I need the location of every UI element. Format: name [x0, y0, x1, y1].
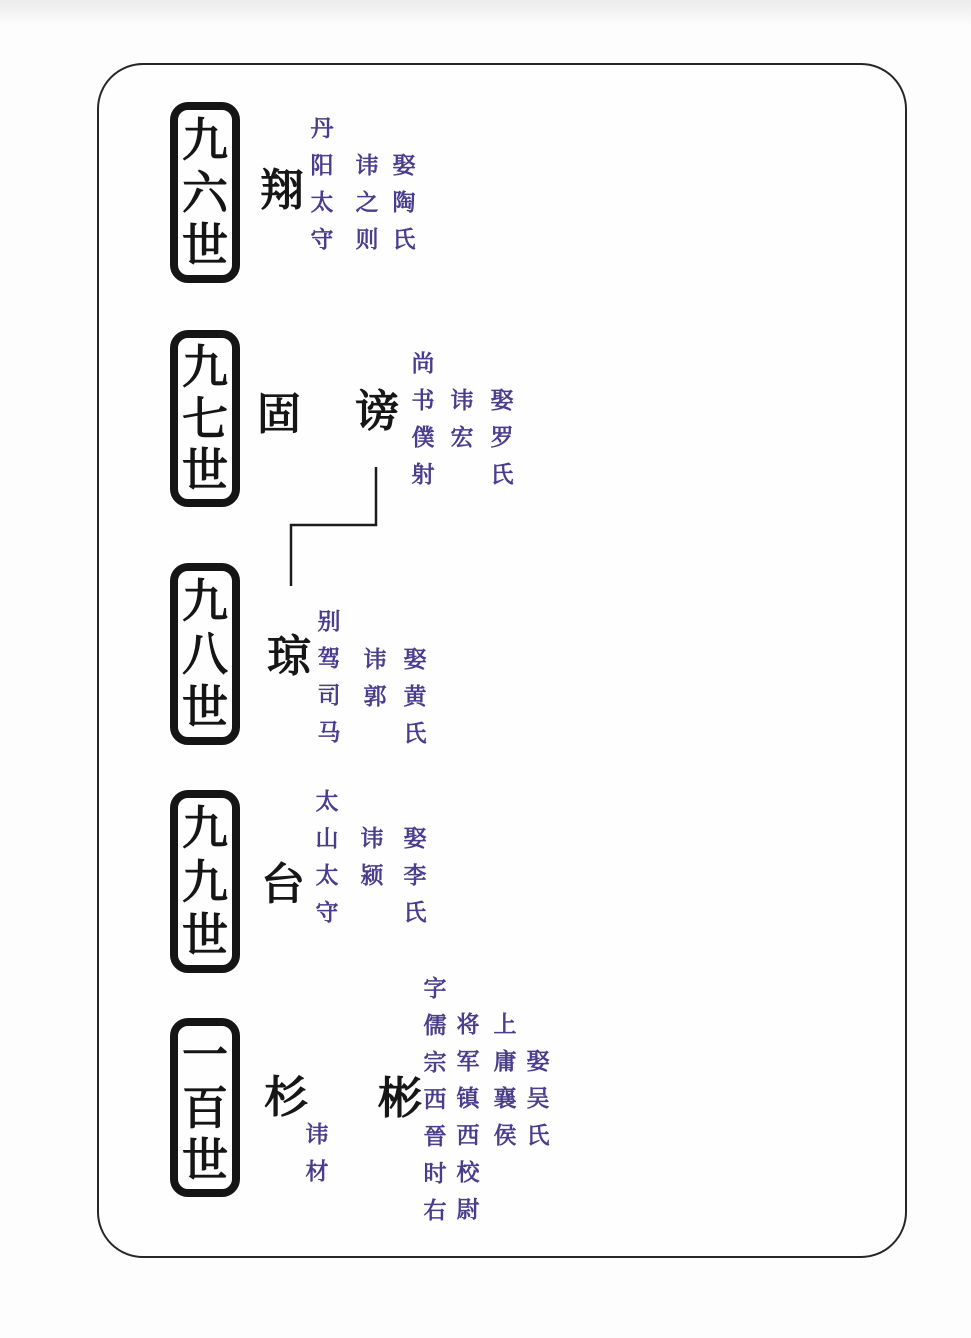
annotation-char: 太 [315, 788, 339, 814]
annotation-char: 书 [411, 387, 435, 413]
annotation-char: 讳 [363, 646, 387, 672]
annotation-char: 氏 [526, 1122, 550, 1148]
annotation-char: 军 [456, 1048, 480, 1074]
annotation-char: 丹 [310, 115, 334, 141]
annotation-char: 陶 [392, 189, 416, 215]
generation-label-box [170, 1018, 240, 1197]
annotation-column [314, 603, 344, 751]
annotation-column [400, 820, 430, 931]
generation-label-box [170, 563, 240, 745]
generation-label-box [170, 790, 240, 973]
annotation-char: 宏 [450, 424, 474, 450]
annotation-char: 儒 [423, 1012, 447, 1038]
annotation-char: 射 [411, 461, 435, 487]
annotation-char: 氏 [403, 899, 427, 925]
generation-label-box [170, 330, 240, 507]
annotation-column [400, 641, 430, 752]
generation-label-char: 世 [182, 444, 228, 497]
annotation-char: 校 [456, 1159, 480, 1185]
annotation-char: 娶 [403, 646, 427, 672]
annotation-char: 侯 [493, 1122, 517, 1148]
annotation-char: 右 [423, 1197, 447, 1223]
annotation-char: 罗 [490, 424, 514, 450]
annotation-char: 尉 [456, 1196, 480, 1222]
annotation-char: 李 [403, 862, 427, 888]
annotation-char: 讳 [305, 1121, 329, 1147]
annotation-char: 郭 [363, 683, 387, 709]
generation-label-char: 九 [182, 575, 228, 627]
annotation-char: 娶 [526, 1048, 550, 1074]
annotation-column [453, 1006, 483, 1228]
person-name: 固 [257, 390, 301, 439]
annotation-char: 时 [423, 1160, 447, 1186]
annotation-char: 宗 [423, 1049, 447, 1075]
annotation-column [360, 641, 390, 715]
annotation-column [357, 820, 387, 894]
annotation-char: 讳 [360, 825, 384, 851]
annotation-char: 上 [493, 1011, 517, 1037]
annotation-char: 守 [310, 226, 334, 252]
generation-label-char: 世 [182, 908, 228, 961]
annotation-column [447, 382, 477, 456]
annotation-char: 驾 [317, 645, 341, 671]
generation-label-char: 九 [182, 340, 228, 393]
annotation-char: 将 [456, 1011, 480, 1037]
annotation-column [302, 1116, 332, 1190]
annotation-char: 材 [305, 1158, 329, 1184]
person-name: 翔 [260, 166, 304, 215]
annotation-char: 太 [315, 862, 339, 888]
annotation-char: 字 [423, 975, 447, 1001]
annotation-char: 僕 [411, 424, 435, 450]
annotation-column [523, 1043, 553, 1154]
person-name: 台 [261, 860, 305, 909]
annotation-char: 镇 [456, 1085, 480, 1111]
generation-label-char: 一 [182, 1029, 228, 1082]
annotation-char: 则 [355, 226, 379, 252]
generation-label-char: 九 [182, 855, 228, 908]
annotation-char: 马 [317, 719, 341, 745]
annotation-char: 之 [355, 189, 379, 215]
person-name: 杉 [264, 1073, 308, 1122]
annotation-char: 吴 [526, 1085, 550, 1111]
annotation-column [490, 1006, 520, 1154]
generation-label-char: 九 [182, 113, 228, 166]
generation-label-char: 百 [182, 1081, 228, 1134]
annotation-column [487, 382, 517, 493]
annotation-char: 娶 [392, 152, 416, 178]
annotation-char: 别 [317, 608, 341, 634]
annotation-char: 阳 [310, 152, 334, 178]
generation-label-char: 九 [182, 802, 228, 855]
generation-label-char: 六 [182, 166, 228, 219]
annotation-column [408, 345, 438, 493]
annotation-char: 氏 [392, 226, 416, 252]
annotation-char: 西 [456, 1122, 480, 1148]
generation-label-box [170, 102, 240, 283]
annotation-char: 娶 [403, 825, 427, 851]
person-name: 彬 [378, 1074, 422, 1123]
annotation-char: 守 [315, 899, 339, 925]
annotation-char: 娶 [490, 387, 514, 413]
annotation-char: 襄 [493, 1085, 517, 1111]
annotation-char: 西 [423, 1086, 447, 1112]
annotation-char: 讳 [355, 152, 379, 178]
annotation-char: 颍 [360, 862, 384, 888]
annotation-char: 太 [310, 189, 334, 215]
annotation-char: 司 [317, 682, 341, 708]
annotation-char: 氏 [403, 720, 427, 746]
annotation-char: 讳 [450, 387, 474, 413]
annotation-char: 黄 [403, 683, 427, 709]
generation-label-char: 八 [182, 628, 228, 680]
annotation-column [420, 970, 450, 1229]
annotation-char: 尚 [411, 350, 435, 376]
annotation-column [312, 783, 342, 931]
person-name: 琼 [267, 632, 311, 681]
annotation-char: 庸 [493, 1048, 517, 1074]
person-name: 谤 [355, 387, 399, 436]
annotation-column [389, 147, 419, 258]
annotation-char: 山 [315, 825, 339, 851]
generation-label-char: 世 [182, 681, 228, 733]
generation-label-char: 世 [182, 219, 228, 272]
generation-label-char: 世 [182, 1133, 228, 1186]
generation-label-char: 七 [182, 392, 228, 445]
connector-polyline [291, 467, 376, 586]
annotation-char: 晉 [423, 1123, 447, 1149]
annotation-column [352, 147, 382, 258]
annotation-column [307, 110, 337, 258]
annotation-char: 氏 [490, 461, 514, 487]
